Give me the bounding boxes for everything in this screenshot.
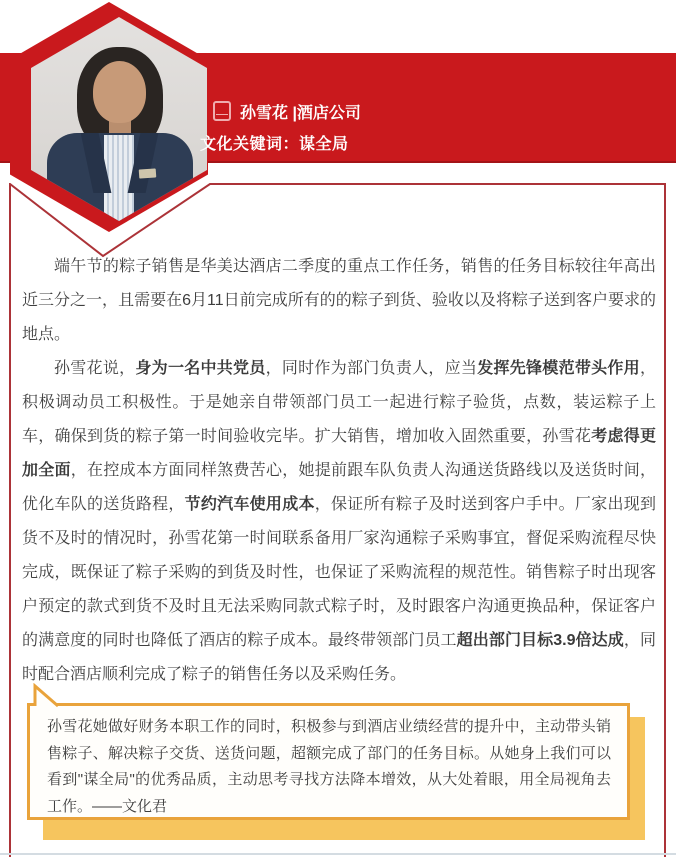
culture-keyword-line: 文化关键词：谋全局 bbox=[200, 136, 349, 153]
callout-fold-icon bbox=[30, 683, 62, 709]
body-text: ，积极调动员工积极性。于是她亲自带领部门员工一起进行粽子验货，点数，装运粽子上车，确保到货的粽子第一时间验收完毕。扩大销售，增加收入固然重要，孙雪花 bbox=[22, 360, 656, 445]
body-text: 端午节的粽子销售是华美达酒店二季度的重点工作任务，销售的任务目标较往年高出近三分之一，且需要在6月11日前完成所有的的粽子到货、验收以及将粽子送到客户要求的地点。 bbox=[22, 258, 656, 343]
portrait-name-badge bbox=[139, 168, 157, 178]
profile-card-icon bbox=[213, 101, 231, 121]
body-text: ，同时作为部门负责人，应当 bbox=[265, 360, 478, 377]
highlighted-text: 考虑得更加全面 bbox=[22, 428, 656, 479]
highlighted-text: 发挥先锋模范带头作用 bbox=[477, 360, 640, 377]
body-text: ，保证所有粽子及时送到客户手中。厂家出现到货不及时的情况时，孙雪花第一时间联系备用厂家沟通粽子采购事宜，督促采购流程尽快完成，既保证了粽子采购的到货及时性，也保证了采购流程的规范性。销售粽子时出现客户预定的款式到货不及时且无法采购同款式粽子时，及时跟客户沟通更换品种，保证客户的满意度的同时也降低了酒店的粽子成本。最终带领部门员工 bbox=[22, 496, 656, 649]
callout-box bbox=[27, 703, 630, 820]
page-bottom-edge bbox=[0, 853, 676, 855]
highlighted-text: 身为一名中共党员 bbox=[135, 360, 266, 377]
body-text: 孙雪花说， bbox=[54, 360, 136, 377]
profile-name-line bbox=[213, 100, 361, 122]
body-text: ，在控成本方面同样煞费苦心，她提前跟车队负责人沟通送货路线以及送货时间，优化车队的送货路程， bbox=[22, 462, 656, 513]
article-body bbox=[22, 250, 656, 692]
body-text: ，同时配合酒店顺利完成了粽子的销售任务以及采购任务。 bbox=[22, 632, 656, 683]
profile-name: 孙雪花 |酒店公司 bbox=[240, 104, 361, 122]
portrait-face bbox=[93, 61, 146, 123]
highlighted-text: 超出部门目标3.9倍达成 bbox=[456, 632, 624, 649]
callout bbox=[27, 683, 645, 840]
header-title-block bbox=[200, 100, 361, 154]
callout-text: 孙雪花她做好财务本职工作的同时，积极参与到酒店业绩经营的提升中，主动带头销售粽子、解决粽子交货、送货问题，超额完成了部门的任务目标。从她身上我们可以看到"谋全局"的优秀品质，主动思考寻找方法降本增效，从大处着眼，用全局视角去工作。——文化君 bbox=[47, 718, 611, 815]
highlighted-text: 节约汽车使用成本 bbox=[184, 496, 315, 513]
paragraph bbox=[22, 250, 656, 352]
paragraph bbox=[22, 352, 656, 692]
